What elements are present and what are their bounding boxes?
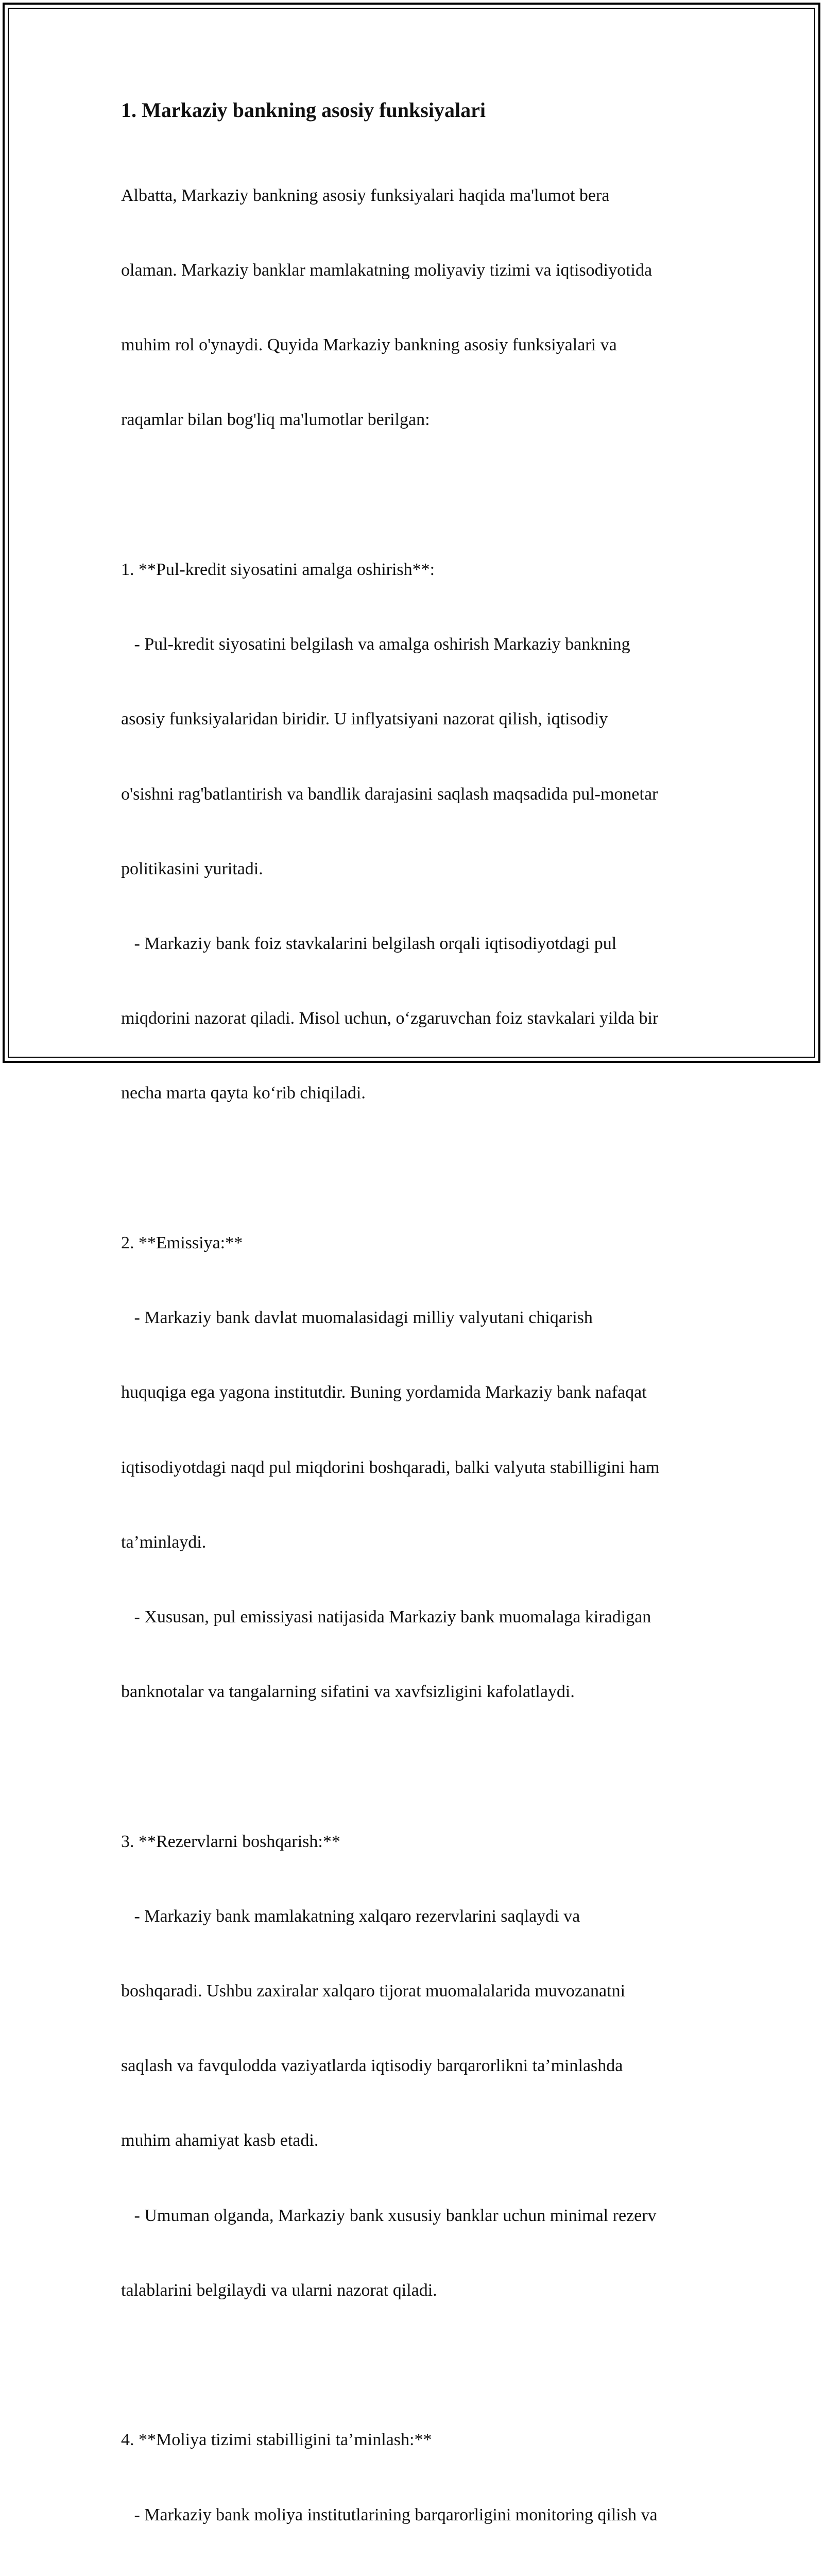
section-line: saqlash va favqulodda vaziyatlarda iqtisodiy barqarorlikni ta’minlashda [121,2054,713,2078]
intro-line: olaman. Markaziy banklar mamlakatning moliyaviy tizimi va iqtisodiyotida [121,258,713,283]
section-line: boshqaradi. Ushbu zaxiralar xalqaro tijorat muomalalarida muvozanatni [121,1979,713,2004]
section-financial-stability [121,2378,713,2576]
paragraph-gap [121,1754,713,1779]
section-line: - Umuman olganda, Markaziy bank xususiy banklar uchun minimal rezerv [121,2204,713,2228]
intro-paragraph [121,133,713,483]
paragraph-gap [121,483,713,507]
section-line: huquqiga ega yagona institutdir. Buning yordamida Markaziy bank nafaqat [121,1380,713,1405]
section-line: - Xususan, pul emissiyasi natijasida Markaziy bank muomalaga kiradigan [121,1605,713,1630]
document-title: 1. Markaziy bankning asosiy funksiyalari [121,97,713,124]
section-line: iqtisodiyotdagi naqd pul miqdorini boshqaradi, balki valyuta stabilligini ham [121,1455,713,1480]
section-line: talablarini belgilaydi va ularni nazorat qiladi. [121,2278,713,2303]
section-emission [121,1181,713,1754]
paragraph-gap [121,2353,713,2378]
section-line: politikasini yuritadi. [121,857,713,882]
section-line: necha marta qayta ko‘rib chiqiladi. [121,1081,713,1106]
section-heading: 4. **Moliya tizimi stabilligini ta’minlash:** [121,2428,713,2452]
section-line: miqdorini nazorat qiladi. Misol uchun, o‘zgaruvchan foiz stavkalari yilda bir [121,1006,713,1031]
section-line: - Pul-kredit siyosatini belgilash va amalga oshirish Markaziy bankning [121,632,713,657]
section-line: ta’minlaydi. [121,1530,713,1555]
document-body [121,97,713,2576]
section-line: - Markaziy bank foiz stavkalarini belgilash orqali iqtisodiyotdagi pul [121,931,713,956]
section-reserves [121,1780,713,2353]
section-line: - Markaziy bank davlat muomalasidagi milliy valyutani chiqarish [121,1306,713,1330]
section-line: banknotalar va tangalarning sifatini va xavfsizligini kafolatlaydi. [121,1680,713,1704]
section-monetary-policy [121,507,713,1156]
section-line: - Markaziy bank mamlakatning xalqaro rezervlarini saqlaydi va [121,1904,713,1929]
section-line: - Markaziy bank moliya institutlarining barqarorligini monitoring qilish va [121,2503,713,2528]
section-heading: 2. **Emissiya:** [121,1231,713,1256]
intro-line: raqamlar bilan bog'liq ma'lumotlar berilgan: [121,408,713,432]
section-line: muhim ahamiyat kasb etadi. [121,2128,713,2153]
paragraph-gap [121,1156,713,1181]
section-heading: 1. **Pul-kredit siyosatini amalga oshirish**: [121,557,713,582]
intro-line: muhim rol o'ynaydi. Quyida Markaziy bankning asosiy funksiyalari va [121,333,713,358]
intro-line: Albatta, Markaziy bankning asosiy funksiyalari haqida ma'lumot bera [121,183,713,208]
section-line: asosiy funksiyalaridan biridir. U inflyatsiyani nazorat qilish, iqtisodiy [121,707,713,732]
section-heading: 3. **Rezervlarni boshqarish:** [121,1829,713,1854]
section-line: o'sishni rag'batlantirish va bandlik darajasini saqlash maqsadida pul-monetar [121,782,713,807]
